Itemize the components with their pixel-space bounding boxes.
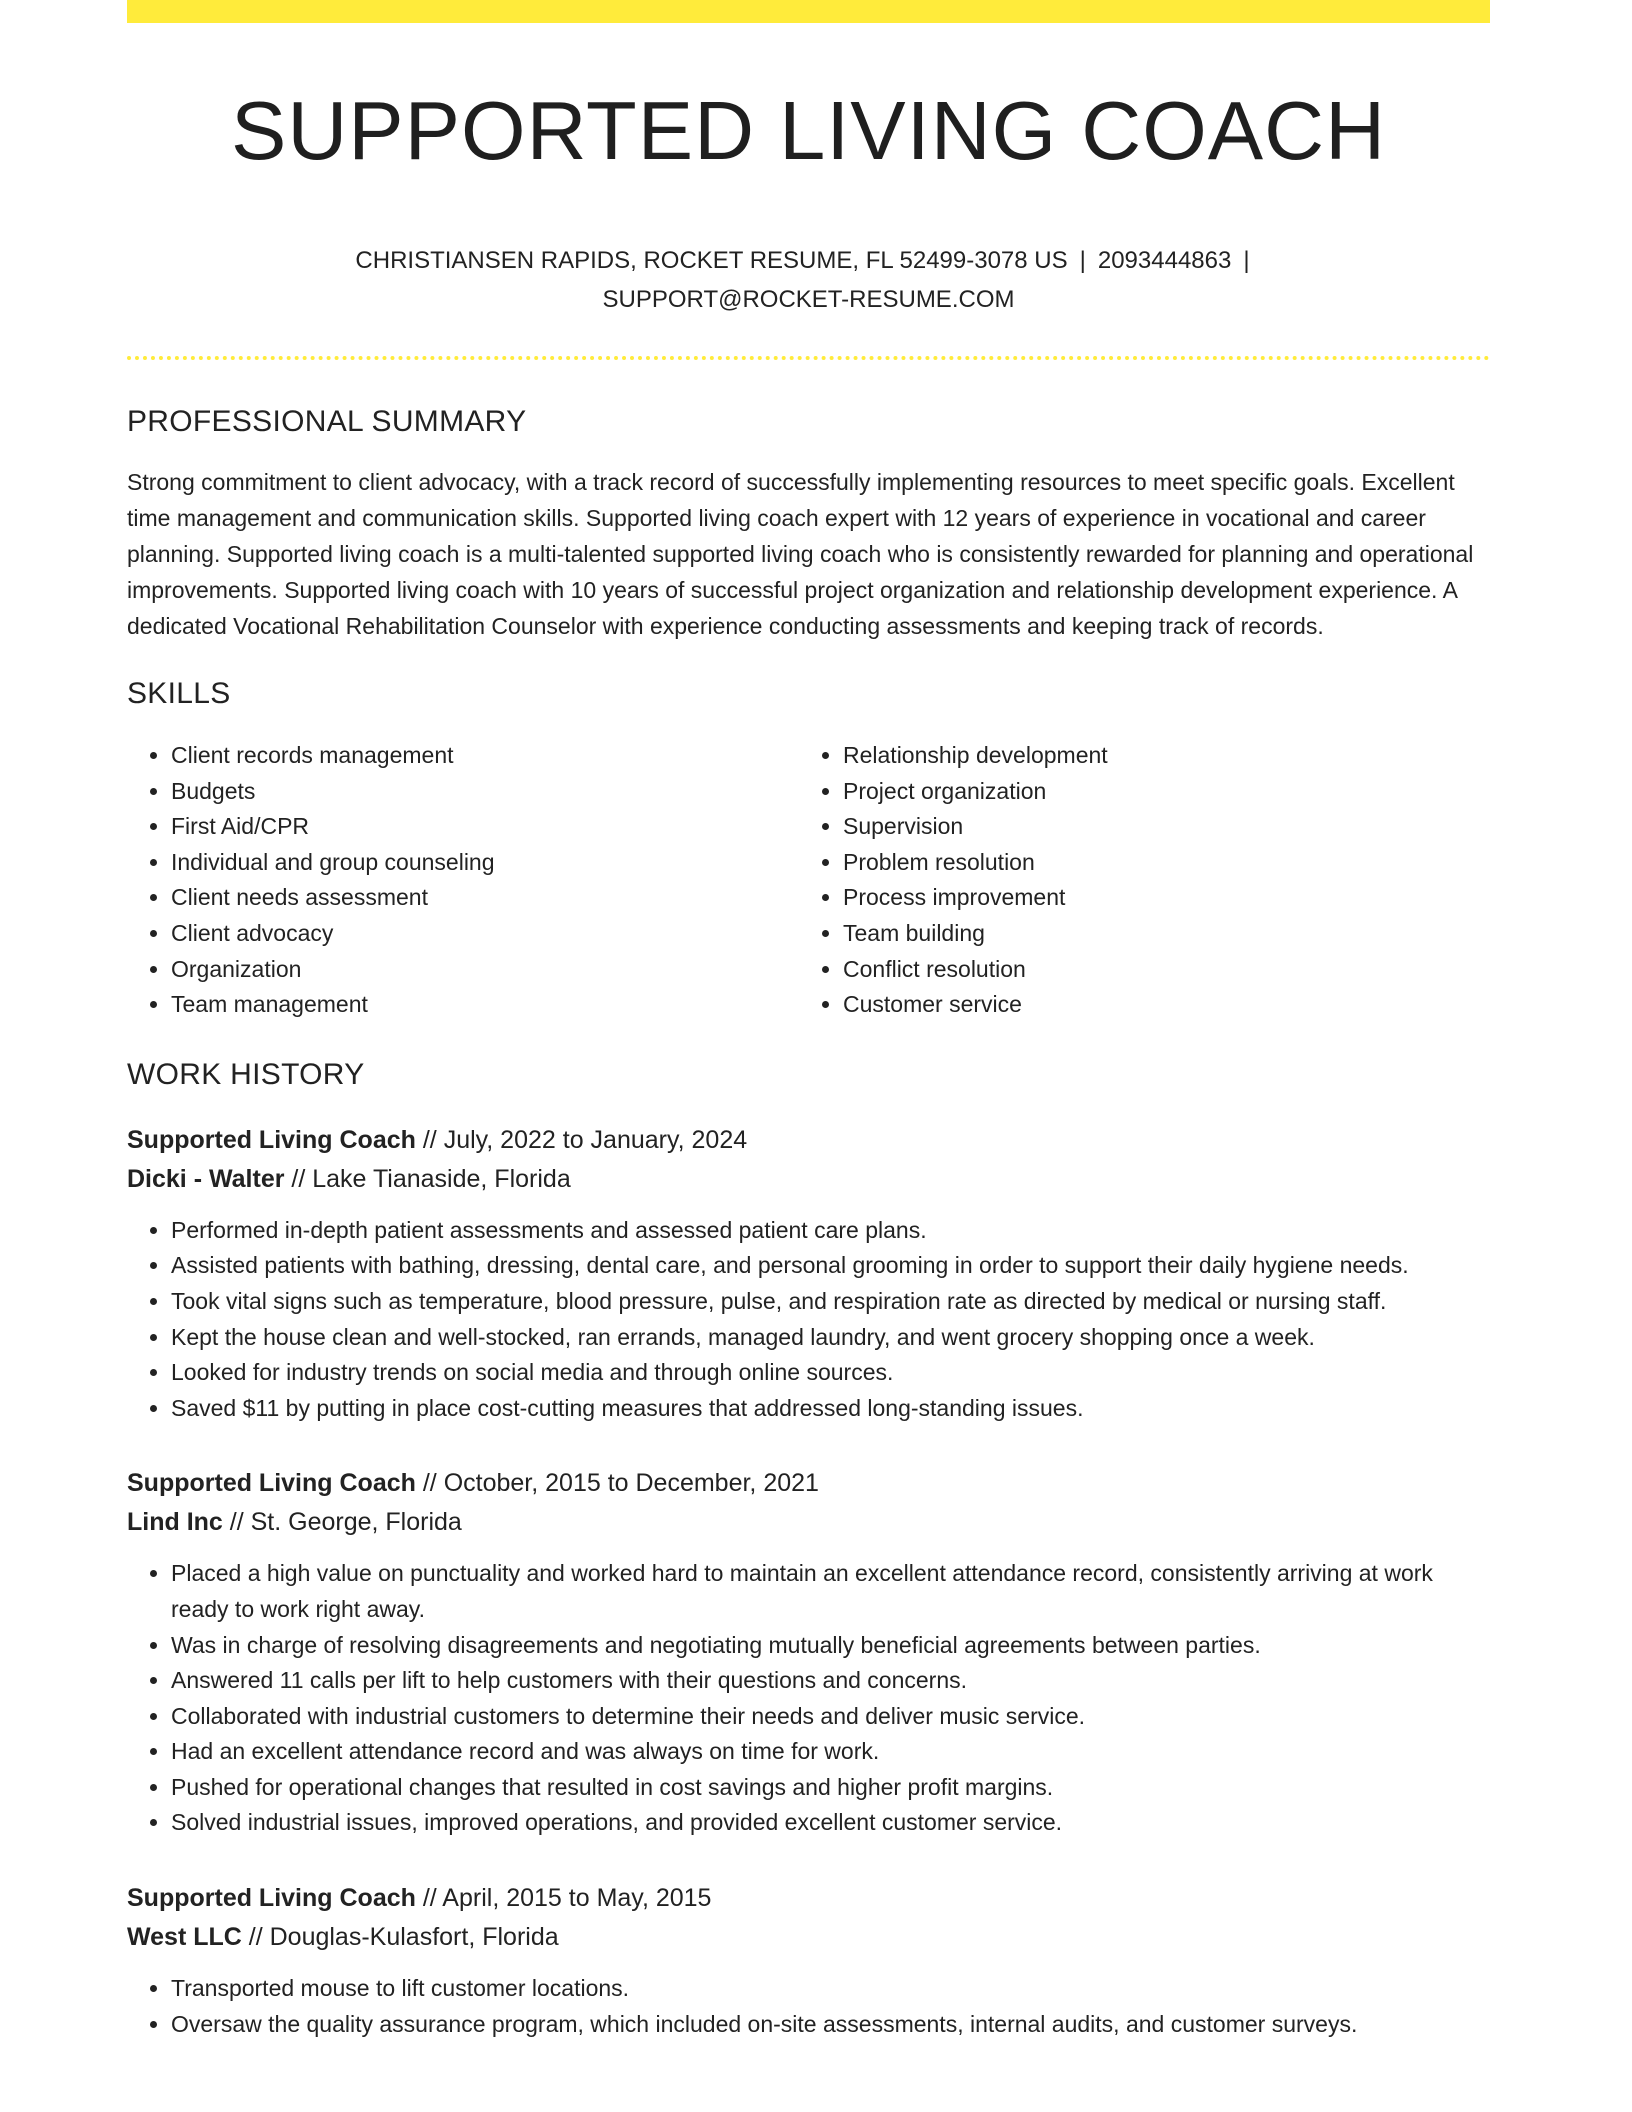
contact-address: CHRISTIANSEN RAPIDS, ROCKET RESUME, FL 52499-3078 US [355,247,1068,274]
job-bullet: • Saved $11 by putting in place cost-cutting measures that addressed long-standing issues. [171,1391,1490,1427]
skill-item: • Problem resolution [843,845,1471,881]
skill-item: • Client records management [171,738,799,774]
job-bullet: • Collaborated with industrial customers to determine their needs and deliver music service. [171,1699,1490,1735]
job-bullet: • Solved industrial issues, improved operations, and provided excellent customer service. [171,1805,1490,1841]
job-bullet: • Looked for industry trends on social media and through online sources. [171,1355,1490,1391]
job-title: Supported Living Coach [127,1125,416,1154]
job-location: // Lake Tianaside, Florida [284,1164,571,1193]
work-heading: WORK HISTORY [127,1057,365,1091]
skills-heading: SKILLS [127,677,231,710]
skill-item: • Process improvement [843,880,1471,916]
job-company-line [127,1160,1490,1199]
job-location: // St. George, Florida [222,1508,462,1537]
job-entry [127,1464,1490,1841]
job-bullet: • Transported mouse to lift customer locations. [171,1971,1490,2007]
job-dates: // October, 2015 to December, 2021 [415,1469,819,1498]
job-entry [127,1879,1490,2042]
contact-info [127,241,1490,319]
summary-text: Strong commitment to client advocacy, with a track record of successfully implementing resources to meet specific goals. Excellent time management and communication skills. Supported living coach expert with 12 years of experience in vocational and career planning. Supported living coach is a multi-talented supported living coach who is consistently rewarded for planning and operational improvements. Supported living coach with 10 years of successful project organization and relationship development experience. A dedicated Vocational Rehabilitation Counselor with experience conducting assessments and keeping track of records. [127,469,1474,639]
skill-item: • Client needs assessment [171,880,799,916]
job-title-line [127,1121,1490,1160]
job-bullets [127,1213,1490,1427]
job-title-line [127,1879,1490,1918]
job-title: Supported Living Coach [127,1469,416,1498]
job-dates: // July, 2022 to January, 2024 [415,1125,748,1154]
skill-item: • Organization [171,952,799,988]
skill-item: • Budgets [171,774,799,810]
job-company-line [127,1503,1490,1542]
skill-item: • First Aid/CPR [171,809,799,845]
job-company: West LLC [127,1923,242,1952]
contact-separator: | [1079,247,1086,274]
skill-item: • Customer service [843,987,1471,1023]
job-bullet: • Oversaw the quality assurance program, which included on-site assessments, internal audits, and customer surveys. [171,2007,1490,2043]
job-company: Lind Inc [127,1508,223,1537]
job-bullet: • Was in charge of resolving disagreements and negotiating mutually beneficial agreements between parties. [171,1628,1490,1664]
skill-item: • Conflict resolution [843,952,1471,988]
contact-email: SUPPORT@ROCKET-RESUME.COM [602,286,1015,313]
job-title-line [127,1464,1490,1503]
job-bullet: • Performed in-depth patient assessments and assessed patient care plans. [171,1213,1490,1249]
job-bullet: • Had an excellent attendance record and was always on time for work. [171,1734,1490,1770]
job-location: // Douglas-Kulasfort, Florida [241,1923,559,1952]
skill-item: • Individual and group counseling [171,845,799,881]
job-bullet: • Placed a high value on punctuality and worked hard to maintain an excellent attendance record, consistently arriving at work ready to work right away. [171,1556,1490,1627]
job-bullet: • Pushed for operational changes that resulted in cost savings and higher profit margins. [171,1770,1490,1806]
skill-item: • Team management [171,987,799,1023]
job-bullet: • Assisted patients with bathing, dressing, dental care, and personal grooming in order to support their daily hygiene needs. [171,1248,1490,1284]
job-bullets [127,1556,1490,1841]
resume-name: SUPPORTED LIVING COACH [230,84,1387,177]
job-title: Supported Living Coach [127,1884,416,1913]
job-dates: // April, 2015 to May, 2015 [415,1884,712,1913]
resume-page [127,0,1490,2042]
job-bullets [127,1971,1490,2042]
job-bullet: • Answered 11 calls per lift to help customers with their questions and concerns. [171,1663,1490,1699]
skill-item: • Team building [843,916,1471,952]
contact-separator: | [1243,247,1250,274]
dotted-divider [127,356,1490,360]
job-bullet: • Took vital signs such as temperature, blood pressure, pulse, and respiration rate as directed by medical or nursing staff. [171,1284,1490,1320]
skill-item: • Relationship development [843,738,1471,774]
job-entry [127,1121,1490,1427]
job-company-line [127,1918,1490,1957]
skills-column-left [127,738,799,1023]
skill-item: • Client advocacy [171,916,799,952]
skills-column-right [799,738,1471,1023]
job-bullet: • Kept the house clean and well-stocked, ran errands, managed laundry, and went grocery shopping once a week. [171,1320,1490,1356]
skill-item: • Supervision [843,809,1471,845]
work-history [127,1121,1490,2043]
skill-item: • Project organization [843,774,1471,810]
job-company: Dicki - Walter [127,1164,285,1193]
contact-phone: 2093444863 [1097,247,1232,274]
summary-heading: PROFESSIONAL SUMMARY [127,405,527,438]
skills-list [127,738,1490,1023]
